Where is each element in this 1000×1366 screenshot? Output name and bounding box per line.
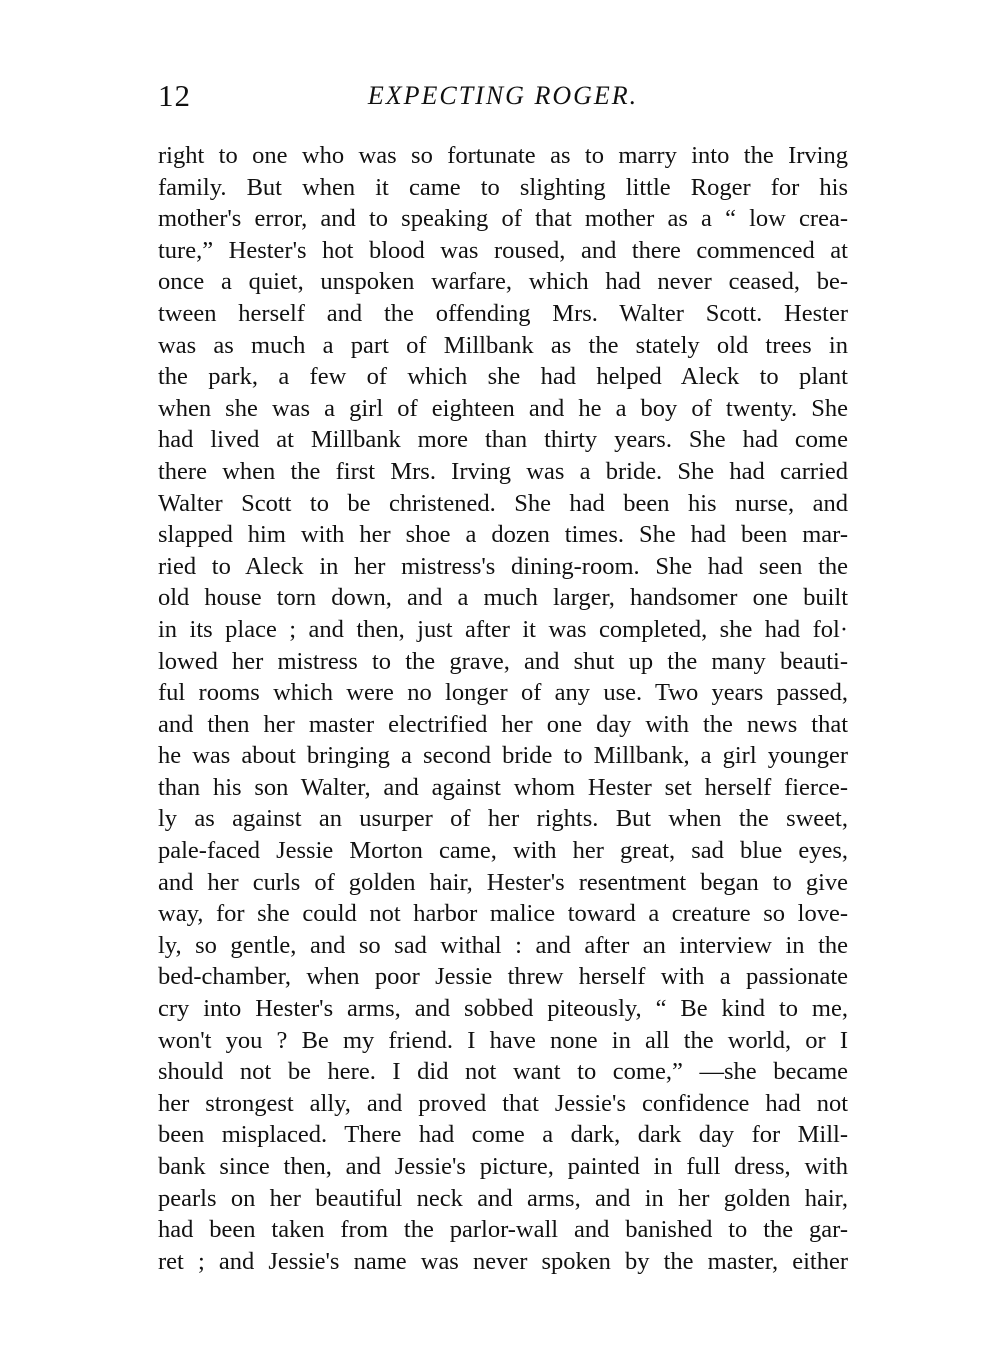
text-line: had lived at Millbank more than thirty years. She had come — [158, 426, 848, 454]
text-line: Walter Scott to be christened. She had been his nurse, and — [158, 489, 848, 517]
text-line: tween herself and the offending Mrs. Walter Scott. Hester — [158, 299, 848, 327]
text-line: her strongest ally, and proved that Jessie's confidence had not — [158, 1089, 848, 1117]
text-line: slapped him with her shoe a dozen times. She had been mar- — [158, 521, 848, 549]
text-line: lowed her mistress to the grave, and shut up the many beauti- — [158, 647, 848, 675]
text-line: and then her master electrified her one day with the news that — [158, 710, 848, 738]
text-line: ret ; and Jessie's name was never spoken by the master, either — [158, 1247, 848, 1275]
text-line: the park, a few of which she had helped Aleck to plant — [158, 363, 848, 391]
text-line: won't you ? Be my friend. I have none in all the world, or I — [158, 1026, 848, 1054]
text-line: there when the first Mrs. Irving was a bride. She had carried — [158, 457, 848, 485]
running-title: EXPECTING ROGER. — [367, 81, 639, 110]
text-line: bed-chamber, when poor Jessie threw herself with a passionate — [158, 963, 848, 991]
text-line: ly, so gentle, and so sad withal : and after an interview in the — [158, 931, 848, 959]
text-line: should not be here. I did not want to come,” —she became — [158, 1058, 848, 1086]
page-number: 12 — [158, 78, 191, 113]
text-line: ful rooms which were no longer of any use. Two years passed, — [158, 679, 848, 707]
running-head — [158, 76, 848, 116]
text-line: family. But when it came to slighting little Roger for his — [158, 173, 848, 201]
text-line: pearls on her beautiful neck and arms, and in her golden hair, — [158, 1184, 848, 1212]
text-line: and her curls of golden hair, Hester's resentment began to give — [158, 868, 848, 896]
text-line: been misplaced. There had come a dark, dark day for Mill- — [158, 1121, 848, 1149]
text-line: ly as against an usurper of her rights. But when the sweet, — [158, 805, 848, 833]
text-line: way, for she could not harbor malice toward a creature so love- — [158, 900, 848, 928]
body-text — [158, 140, 848, 1277]
text-line: ried to Aleck in her mistress's dining-room. She had seen the — [158, 552, 848, 580]
text-line: pale-faced Jessie Morton came, with her great, sad blue eyes, — [158, 837, 848, 865]
text-line: old house torn down, and a much larger, handsomer one built — [158, 584, 848, 612]
text-line: bank since then, and Jessie's picture, painted in full dress, with — [158, 1153, 848, 1180]
text-line: in its place ; and then, just after it was completed, she had fol· — [158, 615, 848, 643]
text-line: cry into Hester's arms, and sobbed piteously, “ Be kind to me, — [158, 995, 848, 1023]
text-line: mother's error, and to speaking of that mother as a “ low crea- — [158, 205, 848, 233]
text-line: had been taken from the parlor-wall and banished to the gar- — [158, 1216, 848, 1244]
text-line: right to one who was so fortunate as to marry into the Irving — [158, 142, 848, 169]
text-line: he was about bringing a second bride to Millbank, a girl younger — [158, 742, 848, 770]
text-line: than his son Walter, and against whom Hester set herself fierce- — [158, 773, 848, 801]
text-line: when she was a girl of eighteen and he a boy of twenty. She — [158, 394, 848, 422]
text-line: was as much a part of Millbank as the stately old trees in — [158, 331, 848, 359]
text-line: once a quiet, unspoken warfare, which had never ceased, be- — [158, 268, 848, 296]
text-line: ture,” Hester's hot blood was roused, and there commenced at — [158, 236, 848, 264]
